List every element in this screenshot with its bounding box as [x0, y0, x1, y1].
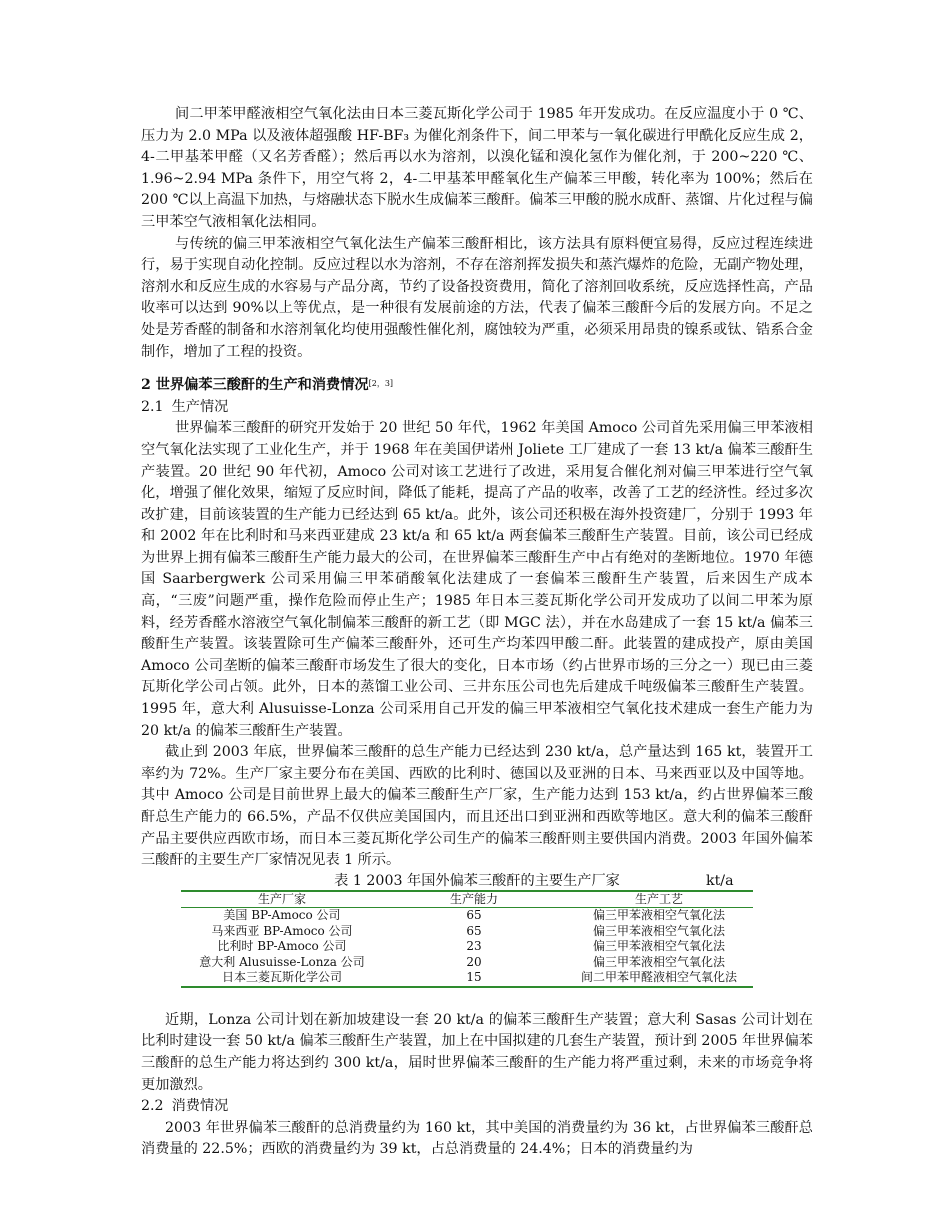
section-title: 生产情况 [171, 398, 229, 415]
table-row [181, 939, 753, 955]
producers-table [181, 890, 753, 988]
table-row [181, 924, 753, 940]
table-cell: 偏三甲苯液相空气氧化法 [592, 908, 725, 923]
table-caption-text: 表 1 2003 年国外偏苯三酸酐的主要生产厂家 [334, 872, 620, 889]
table-cell: 65 [466, 923, 482, 938]
table-header-cell: 生产厂家 [181, 891, 383, 908]
table-cell: 65 [466, 908, 482, 923]
table-row [181, 955, 753, 971]
table-unit: kt/a [706, 872, 734, 889]
paragraph-production-history: 世界偏苯三酸酐的研究开发始于 20 世纪 50 年代，1962 年美国 Amoco 公司首先采用偏三甲苯液相空气氧化法实现了工业化生产，并于 1968 年在美国伊诺州 Joliete 工厂建成了一套 13 kt/a 偏苯三酸酐生产装置。20 世纪 90 年代初，Amoco 公司对该工艺进行了改进，采用复合催化剂对偏三甲苯进行空气氧化，增强了催化效果，缩短了反应时间，降低了能耗，提高了产品的收率，改善了工艺的经济性。经过多次改扩建，目前该装置的生产能力已经达到 65 kt/a。此外，该公司还积极在海外投资建厂，分别于 1993 年和 2002 年在比利时和马来西亚建成 23 kt/a 和 65 kt/a 两套偏苯三酸酐生产装置。目前，该公司已经成为世界上拥有偏苯三酸酐生产能力最大的公司，在世界偏苯三酸酐生产中占有绝对的垄断地位。1970 年德国 Saarbergwerk 公司采用偏三甲苯硝酸氧化法建成了一套偏苯三酸酐生产装置，后来因生产成本高，“三废”问题严重，操作危险而停止生产；1985 年日本三菱瓦斯化学公司开发成功了以间二甲苯为原料，经芳香醛水溶液空气氧化制偏苯三酸酐的新工艺（即 MGC 法），并在水岛建成了一套 15 kt/a 偏苯三酸酐生产装置。该装置除可生产偏苯三酸酐外，还可生产均苯四甲酸二酐。此装置的建成投产，原由美国 Amoco 公司垄断的偏苯三酸酐市场发生了很大的变化，日本市场（约占世界市场的三分之一）现已由三菱瓦斯化学公司占领。此外，日本的蒸馏工业公司、三井东压公司也先后建成千吨级偏苯三酸酐生产装置。1995 年，意大利 Alusuisse-Lonza 公司采用自己开发的偏三甲苯液相空气氧化技术建成一套生产能力为 20 kt/a 的偏苯三酸酐生产装置。 [141, 420, 813, 739]
section-heading-2-1 [141, 397, 813, 419]
table-header-cell: 生产工艺 [565, 891, 753, 908]
table-cell: 15 [383, 970, 565, 987]
table-cell: 美国 BP-Amoco 公司 [223, 908, 341, 923]
table-header-row [181, 891, 753, 908]
table-cell: 间二甲苯甲醛液相空气氧化法 [565, 970, 753, 987]
paragraph-capacity-2003: 截止到 2003 年底，世界偏苯三酸酐的总生产能力已经达到 230 kt/a，总产量达到 165 kt，装置开工率约为 72%。生产厂家主要分布在美国、西欧的比利时、德国以及亚洲的日本、马来西亚以及中国等地。其中 Amoco 公司是目前世界上最大的偏苯三酸酐生产厂家，生产能力达到 153 kt/a，约占世界偏苯三酸酐总生产能力的 66.5%，产品不仅供应美国国内，而且还出口到亚洲和西欧等地区。意大利的偏苯三酸酐产品主要供应西欧市场，而日本三菱瓦斯化学公司生产的偏苯三酸酐则主要供国内消费。2003 年国外偏苯三酸酐的主要生产厂家情况见表 1 所示。 [141, 744, 813, 869]
table-cell: 偏三甲苯液相空气氧化法 [592, 954, 725, 969]
table-header-cell: 生产能力 [383, 891, 565, 908]
table-row [181, 970, 753, 987]
paragraph-mgc-process: 间二甲苯甲醛液相空气氧化法由日本三菱瓦斯化学公司于 1985 年开发成功。在反应温度小于 0 ℃、压力为 2.0 MPa 以及液体超强酸 HF-BF₃ 为催化剂条件下，间二甲苯与一氧化碳进行甲酰化反应生成 2，4-二甲基苯甲醛（又名芳香醛）；然后再以水为溶剂，以溴化锰和溴化氢作为催化剂，于 200~220 ℃、1.96~2.94 MPa 条件下，用空气将 2，4-二甲基苯甲醛氧化生产偏苯三甲酸，转化率为 100%；然后在 200 ℃以上高温下加热，与熔融状态下脱水生成偏苯三酸酐。偏苯三甲酸的脱水成酐、蒸馏、片化过程与偏三甲苯空气液相氧化法相同。 [141, 106, 813, 230]
section-title: 消费情况 [171, 1098, 229, 1115]
table-caption [141, 872, 813, 890]
paragraph-consumption: 2003 年世界偏苯三酸酐的总消费量约为 160 kt，其中美国的消费量约为 36 kt，占世界偏苯三酸酐总消费量的 22.5%；西欧的消费量约为 39 kt，占总消费量的 24.4%；日本的消费量约为 [141, 1119, 813, 1158]
table-cell: 偏三甲苯液相空气氧化法 [592, 939, 725, 954]
document-page [141, 104, 813, 1161]
table-cell: 23 [466, 939, 482, 954]
table-cell: 意大利 Alusuisse-Lonza 公司 [199, 954, 365, 969]
spacer [141, 988, 813, 1010]
section-heading-2 [141, 375, 813, 397]
section-heading-2-text: 2 世界偏苯三酸酐的生产和消费情况 [141, 377, 369, 394]
section-number: 2.1 [141, 398, 164, 415]
section-number: 2.2 [141, 1098, 164, 1115]
paragraph-advantages: 与传统的偏三甲苯液相空气氧化法生产偏苯三酸酐相比，该方法具有原料便宜易得，反应过程连续进行，易于实现自动化控制。反应过程以水为溶剂，不存在溶剂挥发损失和蒸汽爆炸的危险，无副产物处理，溶剂水和反应生成的水容易与产品分离，节约了设备投资费用，简化了溶剂回收系统，反应选择性高，产品收率可以达到 90%以上等优点，是一种很有发展前途的方法，代表了偏苯三酸酐今后的发展方向。不足之处是芳香醛的制备和水溶剂氧化均使用强酸性催化剂，腐蚀较为严重，必须采用昂贵的镍系或钛、锆系合金制作，增加了工程的投资。 [141, 235, 813, 360]
table-cell: 偏三甲苯液相空气氧化法 [592, 923, 725, 938]
table-cell: 20 [466, 954, 482, 969]
table-cell: 日本三菱瓦斯化学公司 [181, 970, 383, 987]
paragraph-future-capacity: 近期，Lonza 公司计划在新加坡建设一套 20 kt/a 的偏苯三酸酐生产装置；意大利 Sasas 公司计划在比利时建设一套 50 kt/a 偏苯三酸酐生产装置，加上在中国拟建的几套生产装置，预计到 2005 年世界偏苯三酸酐的总生产能力将达到约 300 kt/a，届时世界偏苯三酸酐的生产能力将严重过剩，未来的市场竞争将更加激烈。 [141, 1011, 813, 1093]
table-cell: 比利时 BP-Amoco 公司 [217, 939, 347, 954]
section-heading-2-ref: [2，3] [368, 379, 394, 389]
table-row [181, 908, 753, 924]
section-heading-2-2 [141, 1096, 813, 1118]
table-cell: 马来西亚 BP-Amoco 公司 [211, 923, 353, 938]
